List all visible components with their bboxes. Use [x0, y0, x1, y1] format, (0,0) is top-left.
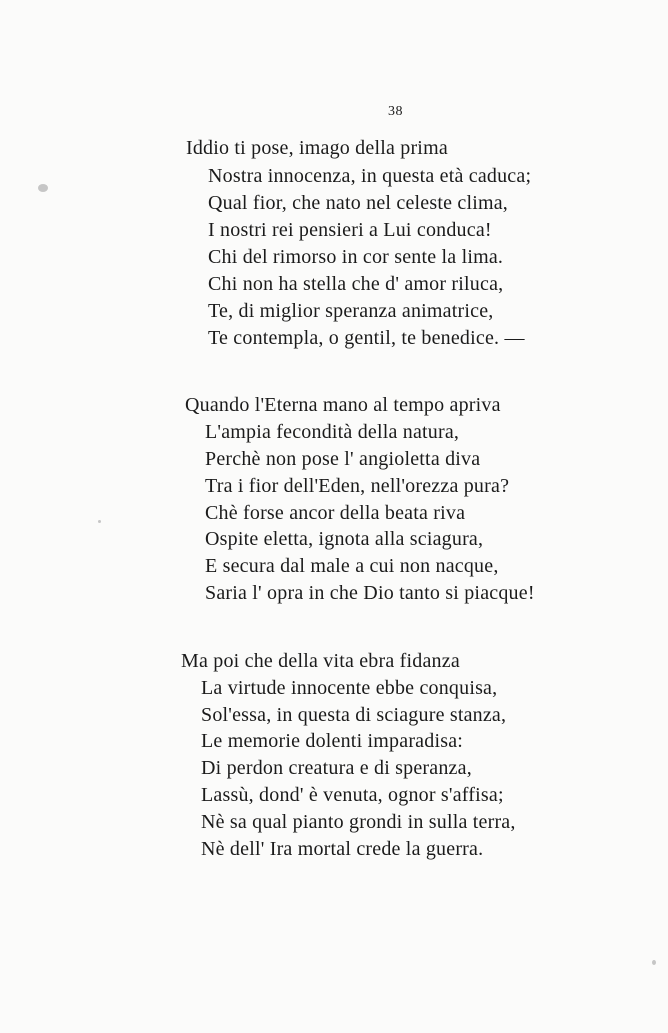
poem-line: Tra i fior dell'Eden, nell'orezza pura?: [205, 475, 510, 497]
poem-line: I nostri rei pensieri a Lui conduca!: [208, 219, 492, 241]
poem-line: Nè dell' Ira mortal crede la guerra.: [201, 838, 484, 860]
poem-line: Le memorie dolenti imparadisa:: [201, 730, 464, 752]
poem-line: Ma poi che della vita ebra fidanza: [181, 650, 460, 672]
poem-line: Nè sa qual pianto grondi in sulla terra,: [201, 811, 516, 833]
poem-line: Sol'essa, in questa di sciagure stanza,: [201, 704, 507, 726]
page-number: 38: [388, 104, 403, 119]
poem-line: L'ampia fecondità della natura,: [205, 421, 460, 443]
paper-speck: [38, 184, 48, 192]
poem-line: Quando l'Eterna mano al tempo apriva: [185, 394, 501, 416]
poem-line: Saria l' opra in che Dio tanto si piacque!: [205, 582, 535, 604]
poem-line: Chè forse ancor della beata riva: [205, 502, 466, 524]
poem-line: Perchè non pose l' angioletta diva: [205, 448, 481, 470]
poem-line: Iddio ti pose, imago della prima: [186, 137, 448, 159]
poem-line: Qual fior, che nato nel celeste clima,: [208, 192, 509, 214]
paper-speck: [652, 960, 656, 965]
poem-line: Lassù, dond' è venuta, ognor s'affisa;: [201, 784, 504, 806]
poem-line: Chi non ha stella che d' amor riluca,: [208, 273, 504, 295]
poem-line: Di perdon creatura e di speranza,: [201, 757, 472, 779]
paper-speck: [98, 520, 101, 523]
poem-line: Te contempla, o gentil, te benedice. —: [208, 327, 525, 349]
poem-line: Te, di miglior speranza animatrice,: [208, 300, 494, 322]
poem-line: Chi del rimorso in cor sente la lima.: [208, 246, 504, 268]
poem-line: Nostra innocenza, in questa età caduca;: [208, 165, 532, 187]
poem-line: La virtude innocente ebbe conquisa,: [201, 677, 498, 699]
poem-line: E secura dal male a cui non nacque,: [205, 555, 499, 577]
poem-line: Ospite eletta, ignota alla sciagura,: [205, 528, 484, 550]
